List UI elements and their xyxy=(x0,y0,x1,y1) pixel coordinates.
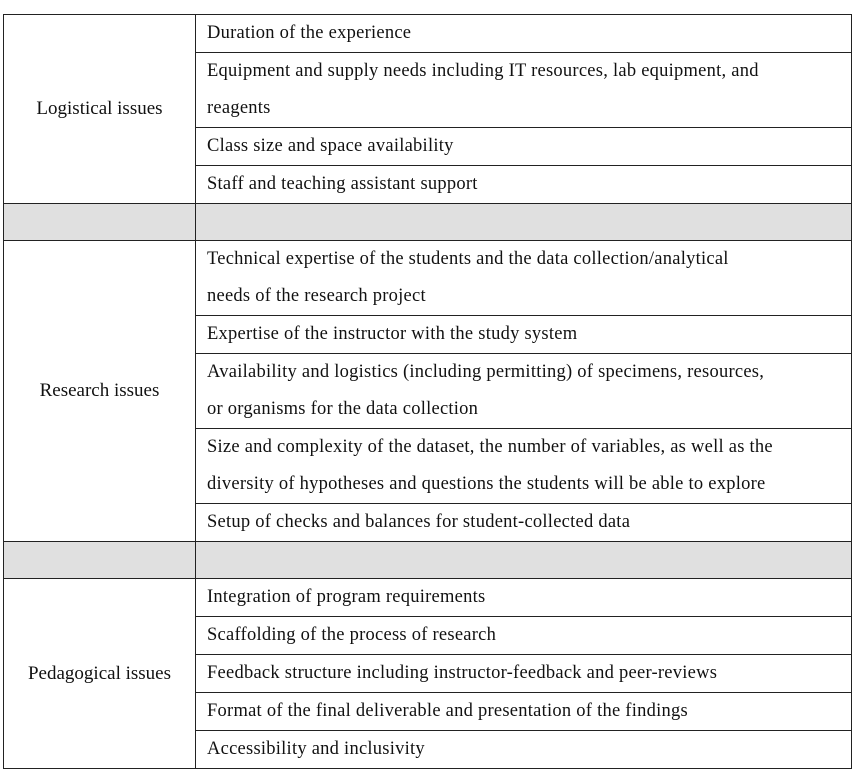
issue-text-line: Size and complexity of the dataset, the number of variables, as well as the xyxy=(207,437,773,457)
issue-text-line: Duration of the experience xyxy=(207,23,412,43)
category-label: Research issues xyxy=(4,241,196,542)
table-row xyxy=(4,241,852,316)
table-row xyxy=(4,579,852,617)
issue-text-line: Accessibility and inclusivity xyxy=(207,739,425,759)
issue-item xyxy=(196,354,852,429)
issue-item xyxy=(196,617,852,655)
issue-text-line: Class size and space availability xyxy=(207,136,454,156)
separator-cell xyxy=(4,542,196,579)
issue-item xyxy=(196,128,852,166)
separator-row xyxy=(4,204,852,241)
separator-cell xyxy=(196,204,852,241)
issue-text-line: Expertise of the instructor with the study system xyxy=(207,324,578,344)
category-label: Logistical issues xyxy=(4,15,196,204)
issue-item xyxy=(196,316,852,354)
issue-text-line: Technical expertise of the students and the data collection/analytical xyxy=(207,249,729,269)
separator-cell xyxy=(4,204,196,241)
separator-cell xyxy=(196,542,852,579)
issue-text-line: Format of the final deliverable and presentation of the findings xyxy=(207,701,688,721)
issues-table xyxy=(3,14,852,769)
issue-text-line: Feedback structure including instructor-feedback and peer-reviews xyxy=(207,663,718,683)
issue-text-line: diversity of hypotheses and questions the students will be able to explore xyxy=(207,474,766,494)
issue-item xyxy=(196,579,852,617)
issue-item xyxy=(196,53,852,128)
issue-text-line: reagents xyxy=(207,98,271,118)
issue-item xyxy=(196,166,852,204)
category-label: Pedagogical issues xyxy=(4,579,196,769)
issue-item xyxy=(196,731,852,769)
table-row xyxy=(4,15,852,53)
issue-item xyxy=(196,241,852,316)
issue-item xyxy=(196,15,852,53)
issue-text-line: Scaffolding of the process of research xyxy=(207,625,497,645)
issue-text-line: Availability and logistics (including permitting) of specimens, resources, xyxy=(207,362,765,382)
issue-item xyxy=(196,693,852,731)
issue-text-line: Setup of checks and balances for student-collected data xyxy=(207,512,631,532)
issue-text-line: or organisms for the data collection xyxy=(207,399,479,419)
issue-item xyxy=(196,504,852,542)
separator-row xyxy=(4,542,852,579)
issue-item xyxy=(196,655,852,693)
issue-text-line: Equipment and supply needs including IT resources, lab equipment, and xyxy=(207,61,759,81)
issue-text-line: Staff and teaching assistant support xyxy=(207,174,478,194)
issue-item xyxy=(196,429,852,504)
issue-text-line: needs of the research project xyxy=(207,286,426,306)
issue-text-line: Integration of program requirements xyxy=(207,587,486,607)
